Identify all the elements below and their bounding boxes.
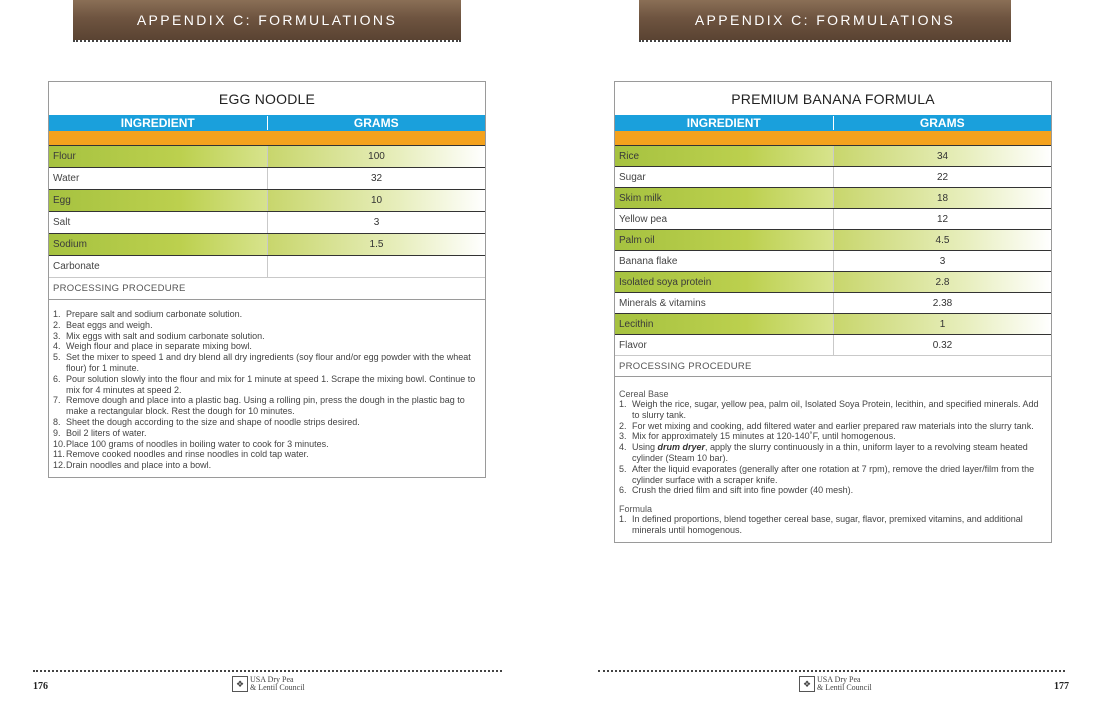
- table-row: [615, 335, 1051, 355]
- table-row: [615, 251, 1051, 271]
- ingredient-name: Yellow pea: [619, 213, 668, 225]
- ingredient-grams: 18: [833, 188, 1051, 208]
- list-item: 4. Weigh flour and place in separate mixing bowl.: [53, 341, 252, 352]
- ingredient-name: Rice: [615, 146, 833, 166]
- ingredient-name: Water: [53, 173, 80, 184]
- ingredient-name: Banana flake: [619, 255, 678, 267]
- table-row: [615, 293, 1051, 313]
- table-row: [49, 145, 485, 168]
- table-row: [615, 271, 1051, 293]
- table-header: [615, 115, 1051, 131]
- ingredient-grams: [267, 256, 485, 277]
- list-item: 11. Remove cooked noodles and rinse noodles in cold tap water.: [53, 449, 309, 460]
- ingredient-grams: 1.5: [267, 234, 485, 255]
- ingredient-grams: 12: [833, 209, 1051, 229]
- ingredient-grams: 10: [267, 190, 485, 211]
- premium-banana-card: [614, 81, 1052, 543]
- ingredient-name: Salt: [53, 217, 71, 228]
- table-row: [615, 229, 1051, 251]
- recipe-title: PREMIUM BANANA FORMULA: [731, 90, 935, 107]
- table-row: [615, 209, 1051, 229]
- page-header: APPENDIX C: FORMULATIONS: [639, 0, 1011, 40]
- accent-bar: [615, 131, 1051, 145]
- logo-icon: ❖: [232, 676, 248, 692]
- ingredient-name: Skim milk: [615, 188, 833, 208]
- footer-divider: [33, 670, 502, 672]
- ingredient-name: Sodium: [49, 234, 267, 255]
- table-row: [615, 145, 1051, 167]
- formula-label: Formula: [619, 504, 653, 515]
- page-header: APPENDIX C: FORMULATIONS: [73, 0, 461, 40]
- table-row: [615, 167, 1051, 187]
- ingredient-grams: 0.32: [833, 335, 1051, 355]
- ingredient-name: Lecithin: [615, 314, 833, 334]
- ingredient-grams: 1: [833, 314, 1051, 334]
- footer-divider: [598, 670, 1065, 672]
- list-item: 1. In defined proportions, blend together cereal base, sugar, flavor, premixed vitamins, and additional minerals until homogenous.: [619, 514, 1023, 535]
- list-item: 2. Beat eggs and weigh.: [53, 319, 153, 330]
- page-number: 177: [1054, 681, 1069, 692]
- recipe-title: EGG NOODLE: [218, 90, 316, 107]
- ingredient-name: Egg: [49, 190, 267, 211]
- ingredient-grams: 34: [833, 146, 1051, 166]
- page-number: 176: [33, 681, 48, 692]
- council-logo: [799, 676, 872, 692]
- header-divider: [639, 40, 1011, 42]
- table-row: [49, 233, 485, 256]
- cereal-base-section: [615, 377, 1051, 504]
- logo-line-2: & Lentil Council: [817, 683, 872, 692]
- header-divider: [73, 40, 461, 42]
- grams-column-header: GRAMS: [353, 116, 399, 130]
- ingredient-name: Minerals & vitamins: [619, 297, 706, 309]
- list-item: 2. For wet mixing and cooking, add filtered water and earlier prepared raw materials into the slurry tank.: [619, 420, 1034, 431]
- list-item: 6. Crush the dried film and sift into fine powder (40 mesh).: [619, 485, 854, 496]
- processing-procedure-label: PROCESSING PROCEDURE: [49, 277, 485, 300]
- ingredient-name: Isolated soya protein: [615, 272, 833, 292]
- table-row: [49, 256, 485, 277]
- list-item: 10. Place 100 grams of noodles in boiling water to cook for 3 minutes.: [53, 438, 329, 449]
- grams-column-header: GRAMS: [919, 116, 965, 130]
- ingredient-grams: 100: [267, 146, 485, 167]
- ingredient-grams: 3: [267, 212, 485, 233]
- procedure-steps: [49, 300, 485, 477]
- ingredient-grams: 22: [833, 167, 1051, 187]
- ingredient-grams: 2.38: [833, 293, 1051, 313]
- table-row: [615, 313, 1051, 335]
- ingredient-name: Flavor: [619, 339, 647, 351]
- cereal-base-steps: [615, 399, 1051, 504]
- ingredient-column-header: INGREDIENT: [49, 116, 268, 130]
- list-item: 12. Drain noodles and place into a bowl.: [53, 460, 212, 471]
- ingredient-name: Palm oil: [615, 230, 833, 250]
- table-row: [49, 212, 485, 233]
- processing-procedure-label: PROCESSING PROCEDURE: [615, 355, 1051, 377]
- ingredient-grams: 4.5: [833, 230, 1051, 250]
- ingredient-grams: 32: [267, 168, 485, 189]
- list-item: 5. Set the mixer to speed 1 and dry blend all dry ingredients (soy flour and/or egg powder with the wheat flour) for 1 minute.: [53, 352, 471, 373]
- logo-line-1: USA Dry Pea: [817, 675, 861, 684]
- list-item: 1. Prepare salt and sodium carbonate solution.: [53, 309, 243, 319]
- table-header: [49, 115, 485, 131]
- list-item: 9. Boil 2 liters of water.: [53, 427, 147, 438]
- formula-section: [615, 504, 1051, 542]
- council-logo: [232, 676, 305, 692]
- egg-noodle-card: [48, 81, 486, 478]
- table-row: [49, 189, 485, 212]
- logo-line-1: USA Dry Pea: [250, 675, 294, 684]
- table-row: [49, 168, 485, 189]
- ingredient-name: Sugar: [619, 171, 646, 183]
- logo-icon: ❖: [799, 676, 815, 692]
- right-page: [550, 0, 1100, 711]
- list-item: 3. Mix for approximately 15 minutes at 120-140˚F, until homogenous.: [619, 431, 896, 442]
- list-item: 1. Weigh the rice, sugar, yellow pea, palm oil, Isolated Soya Protein, lecithin, and specified minerals. Add to slurry tank.: [619, 399, 1039, 420]
- formula-steps: [615, 514, 1051, 542]
- list-item: 6. Pour solution slowly into the flour and mix for 1 minute at speed 1. Scrape the mixing bowl. Continue to mix for 4 minutes at speed 2.: [53, 373, 476, 395]
- accent-bar: [49, 131, 485, 145]
- ingredient-column-header: INGREDIENT: [615, 116, 834, 130]
- ingredient-name: Carbonate: [53, 261, 100, 272]
- list-item: 7. Remove dough and place into a plastic bag. Using a rolling pin, press the dough in the plastic bag to make a rectangular block. Rest the dough for 10 minutes.: [53, 395, 465, 417]
- list-item: 5. After the liquid evaporates (generally after one rotation at 7 rpm), remove the dried layer/film from the cylinder surface with a scraper knife.: [619, 463, 1035, 485]
- cereal-base-label: Cereal Base: [619, 389, 669, 399]
- list-item: 8. Sheet the dough according to the size and shape of noodle strips desired.: [53, 416, 360, 427]
- table-row: [615, 187, 1051, 209]
- ingredient-name: Flour: [49, 146, 267, 167]
- ingredient-grams: 3: [833, 251, 1051, 271]
- ingredient-grams: 2.8: [833, 272, 1051, 292]
- logo-line-2: & Lentil Council: [250, 683, 305, 692]
- list-item: 4. Using drum dryer, apply the slurry continuously in a thin, uniform layer to a revolving steam heated cylinder (Steam 10 bar).: [619, 442, 1028, 463]
- list-item: 3. Mix eggs with salt and sodium carbonate solution.: [53, 330, 265, 341]
